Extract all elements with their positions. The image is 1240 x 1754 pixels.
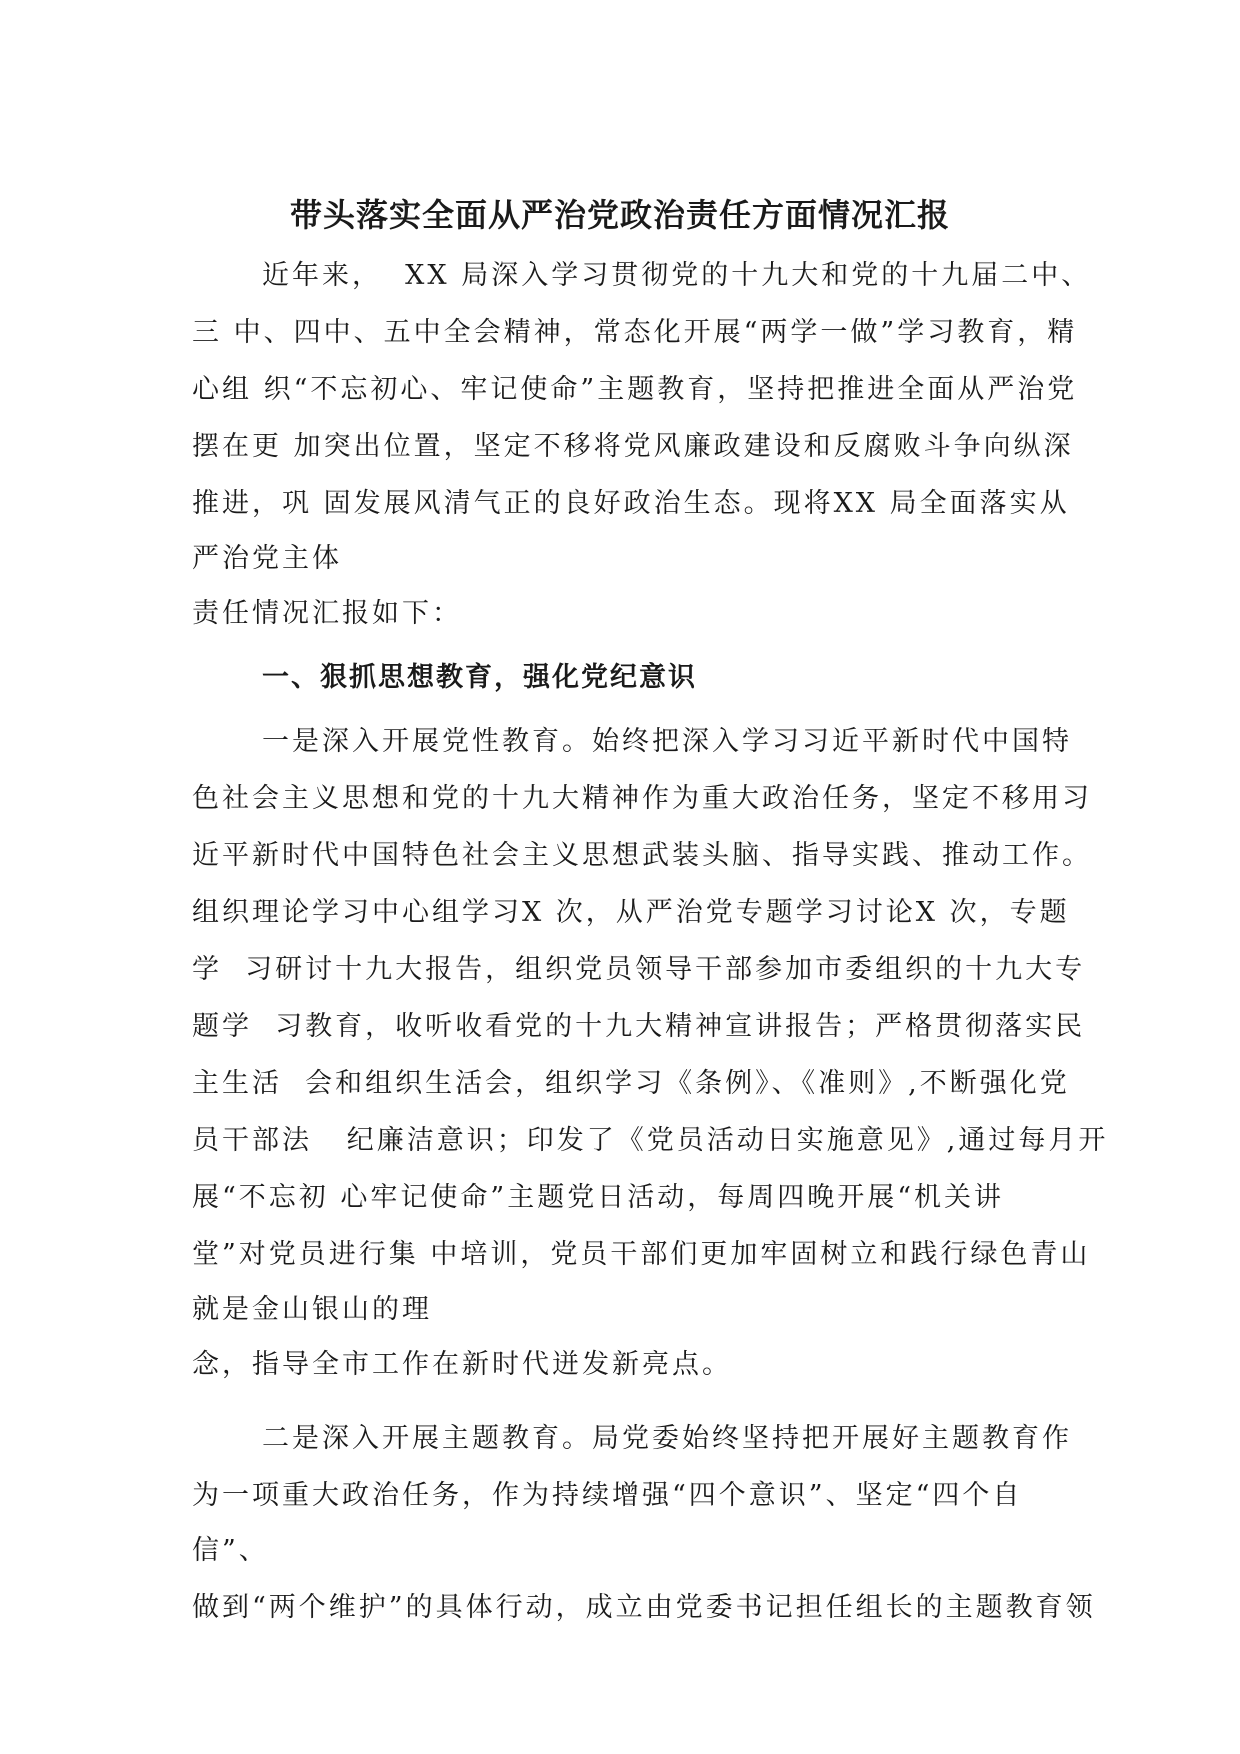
para1-line-5: 学 习研讨十九大报告，组织党员领导干部参加市委组织的十九大专: [192, 954, 1086, 985]
para1-line-8: 员干部法 纪廉洁意识；印发了《党员活动日实施意见》,通过每月开: [192, 1125, 1109, 1156]
para1-line-3: 近平新时代中国特色社会主义思想武装头脑、指导实践、推动工作。: [192, 840, 1092, 871]
intro-line-7: 责任情况汇报如下：: [192, 598, 462, 629]
document-title: 带头落实全面从严治党政治责任方面情况汇报: [289, 196, 950, 234]
intro-line-1: 近年来， XX 局深入学习贯彻党的十九大和党的十九届二中、: [262, 260, 1092, 291]
section-heading-1: 一、狠抓思想教育，强化党纪意识: [262, 662, 697, 693]
para1-line-6: 题学 习教育，收听收看党的十九大精神宣讲报告；严格贯彻落实民: [192, 1011, 1086, 1042]
para2-line-3: 信”、: [192, 1535, 269, 1566]
para1-line-2: 色社会主义思想和党的十九大精神作为重大政治任务，坚定不移用习: [192, 783, 1092, 814]
para1-line-1: 一是深入开展党性教育。始终把深入学习习近平新时代中国特: [262, 726, 1072, 757]
para2-line-4: 做到“两个维护”的具体行动，成立由党委书记担任组长的主题教育领: [192, 1592, 1096, 1623]
para1-line-11: 就是金山银山的理: [192, 1294, 432, 1325]
para1-line-4: 组织理论学习中心组学习X 次，从严治党专题学习讨论X 次，专题: [192, 897, 1070, 928]
intro-line-3: 心组 织“不忘初心、牢记使命”主题教育，坚持把推进全面从严治党: [192, 374, 1078, 405]
para1-line-9: 展“不忘初 心牢记使命”主题党日活动，每周四晚开展“机关讲: [192, 1182, 1004, 1213]
para1-line-12: 念，指导全市工作在新时代迸发新亮点。: [192, 1349, 732, 1380]
intro-line-2: 三 中、四中、五中全会精神，常态化开展“两学一做”学习教育，精: [192, 317, 1078, 348]
para2-line-2: 为一项重大政治任务，作为持续增强“四个意识”、坚定“四个自: [192, 1480, 1023, 1511]
para2-line-1: 二是深入开展主题教育。局党委始终坚持把开展好主题教育作: [262, 1423, 1072, 1454]
intro-line-6: 严治党主体: [192, 543, 342, 574]
intro-line-4: 摆在更 加突出位置，坚定不移将党风廉政建设和反腐败斗争向纵深: [192, 431, 1074, 462]
para1-line-7: 主生活 会和组织生活会，组织学习《条例》、《准则》,不断强化党: [192, 1068, 1070, 1099]
para1-line-10: 堂”对党员进行集 中培训，党员干部们更加牢固树立和践行绿色青山: [192, 1239, 1091, 1270]
intro-line-5: 推进，巩 固发展风清气正的良好政治生态。现将XX 局全面落实从: [192, 488, 1070, 519]
